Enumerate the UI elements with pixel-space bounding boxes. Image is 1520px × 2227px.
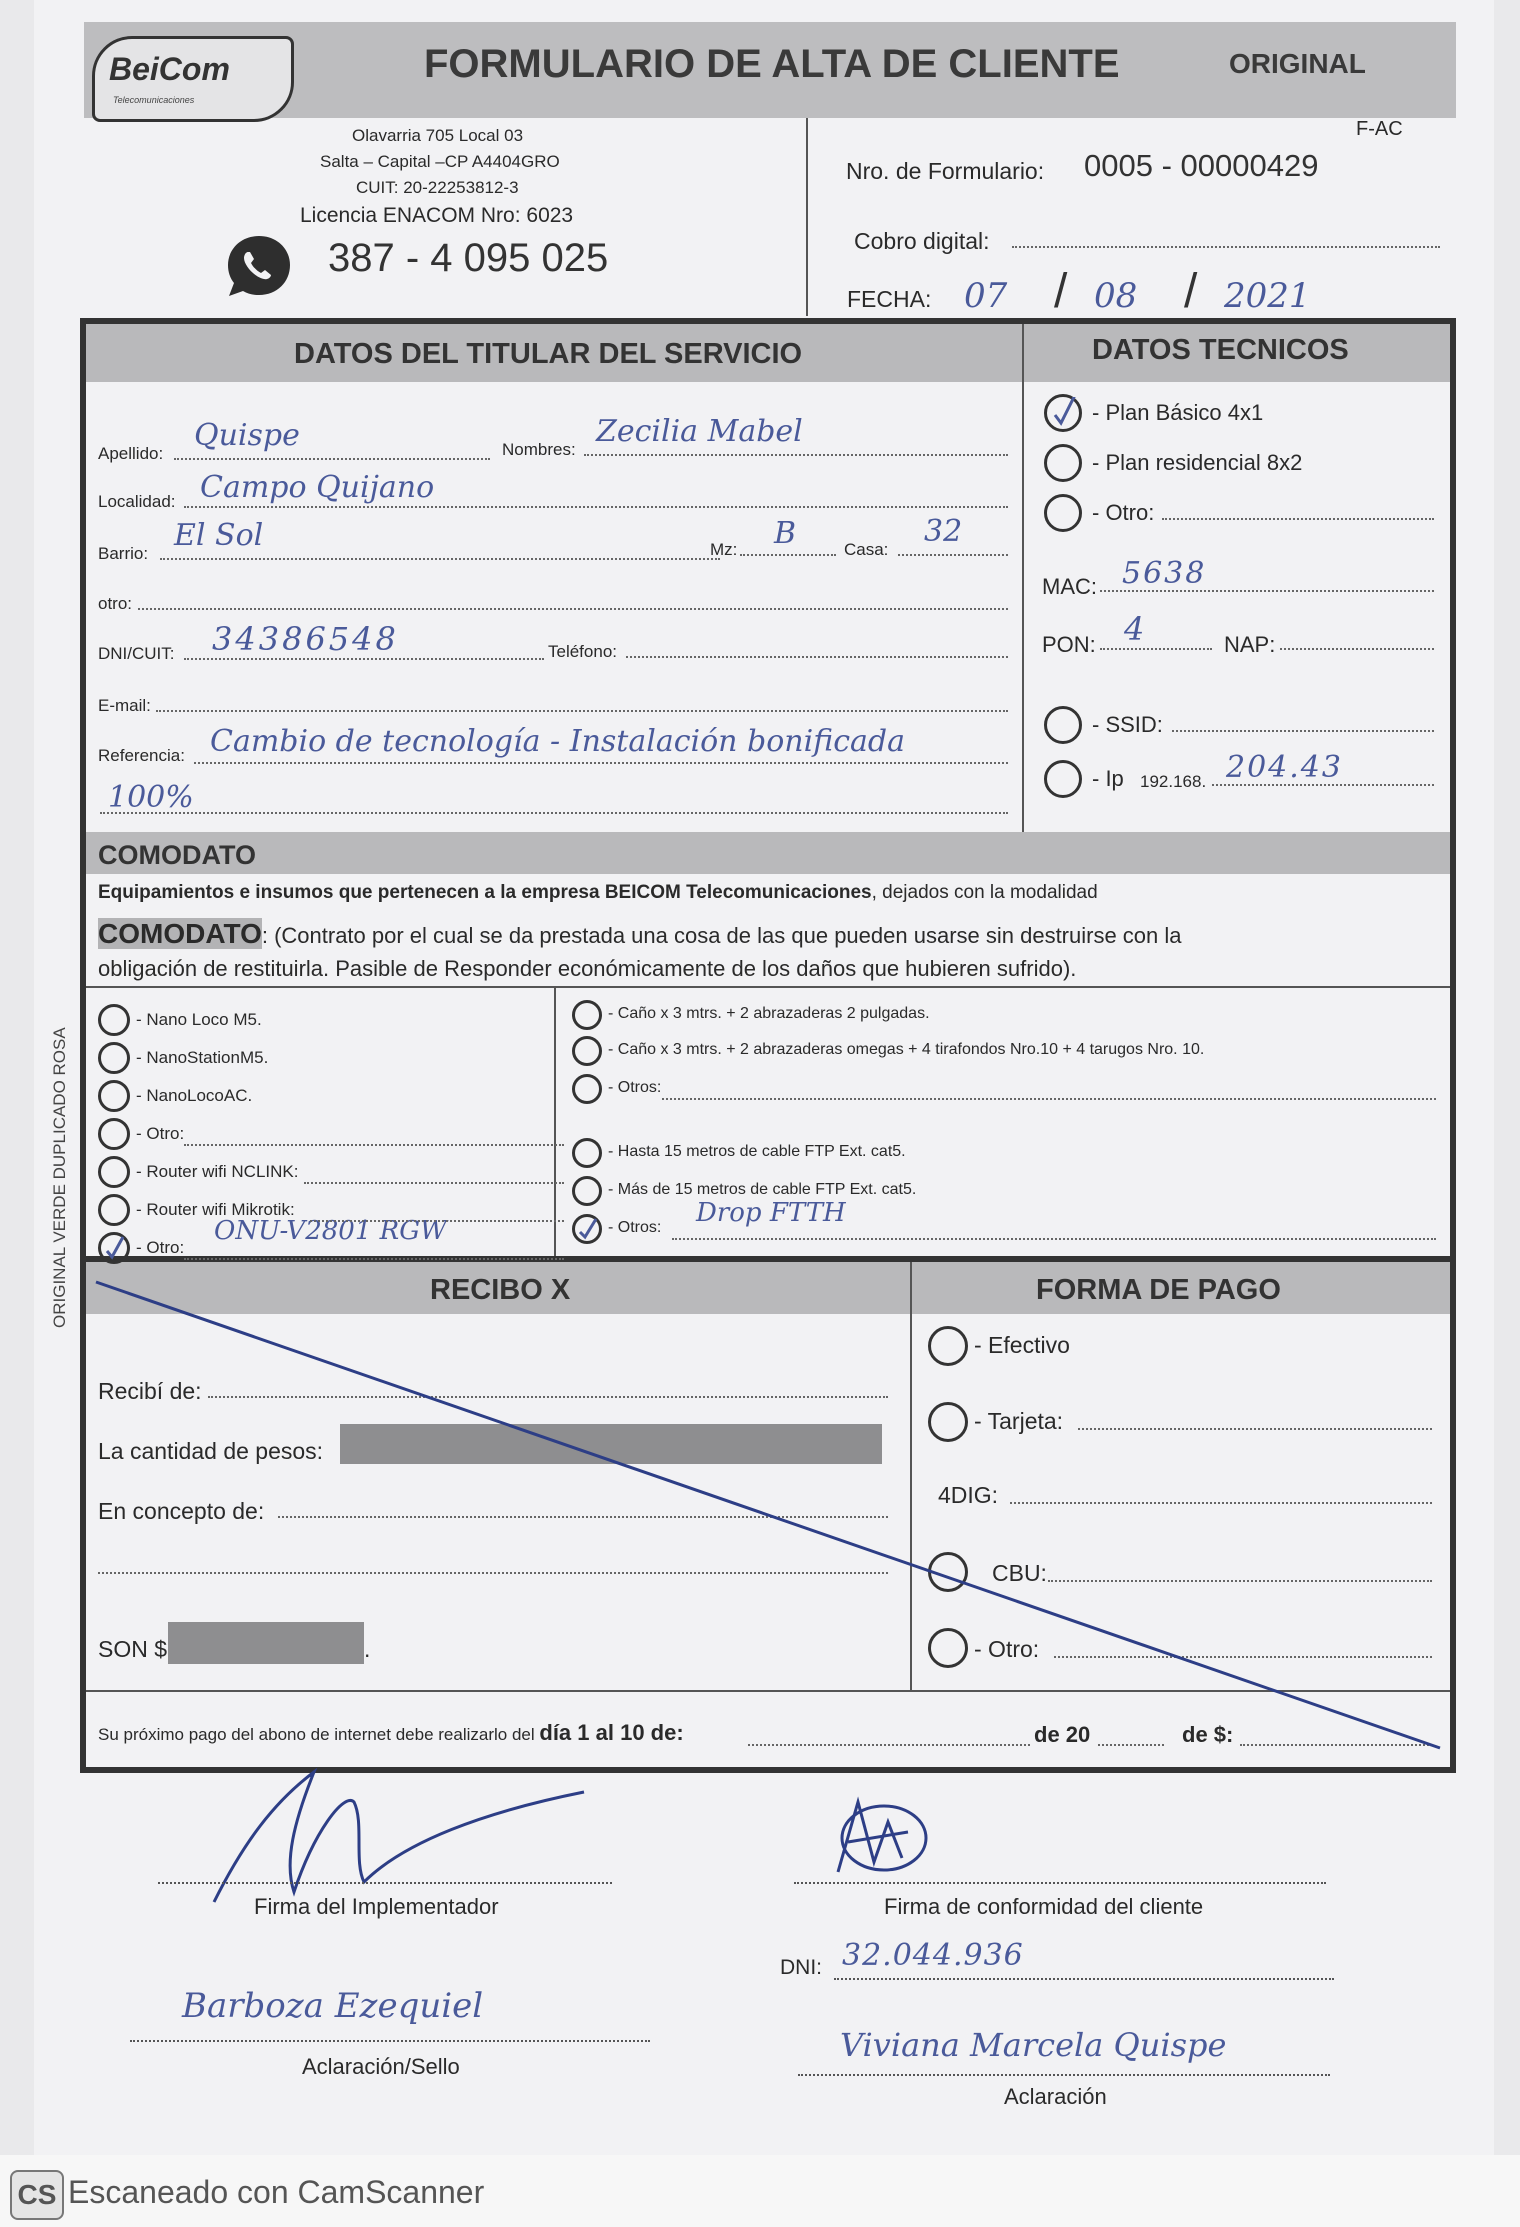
referencia-line <box>194 762 1008 764</box>
dni-line <box>184 658 544 660</box>
recibo-strike-line <box>80 1262 1456 1762</box>
pon-value[interactable]: 4 <box>1124 610 1145 648</box>
ip-prefix: 192.168. <box>1140 772 1207 791</box>
comodato-right-item-line <box>672 1238 1436 1240</box>
comodato-definition1: : (Contrato por el cual se da prestada una cosa de las que pueden usarse sin destruirse con la <box>261 923 1182 948</box>
implementer-signature-label: Firma del Implementador <box>254 1894 499 1919</box>
right-other-value[interactable]: Drop FTTH <box>696 1198 846 1228</box>
casa-line <box>898 554 1008 556</box>
comodato-left-item-label: - Nano Loco M5. <box>136 1010 262 1029</box>
check-icon <box>1047 397 1079 429</box>
mz-line <box>740 554 836 556</box>
referencia-label: Referencia: <box>98 746 185 765</box>
pago-section-title: FORMA DE PAGO <box>1036 1274 1281 1306</box>
aclaracion-sello-label: Aclaración/Sello <box>302 2054 460 2079</box>
comodato-left-item-label: - NanoStationM5. <box>136 1048 269 1067</box>
cantidad-label: La cantidad de pesos: <box>98 1438 324 1464</box>
form-code: F-AC <box>1356 118 1403 140</box>
tecnicos-section-title: DATOS TECNICOS <box>1092 334 1349 366</box>
comodato-right-item-line <box>662 1098 1436 1100</box>
barrio-label: Barrio: <box>98 544 149 563</box>
fecha-sep2: / <box>1184 265 1198 318</box>
ip-value[interactable]: 204.43 <box>1226 750 1343 785</box>
otro-line <box>138 608 1008 610</box>
ssid-label: - SSID: <box>1092 712 1163 737</box>
comodato-left-checkbox[interactable] <box>98 1042 130 1074</box>
aclaracion-label: Aclaración <box>1004 2084 1107 2109</box>
comodato-definition2: obligación de restituirla. Pasible de Responder económicamente de los daños que hubieren sufrido). <box>98 956 1077 981</box>
comodato-left-item-label: - NanoLocoAC. <box>136 1086 253 1105</box>
left-other-value[interactable]: ONU-V2801 RGW <box>214 1216 447 1246</box>
cobro-digital-line <box>1012 246 1440 248</box>
referencia-value2[interactable]: 100% <box>108 780 194 815</box>
aclaracion-line <box>798 2074 1330 2076</box>
comodato-left-item-label: - Otro: <box>136 1124 185 1143</box>
efectivo-label: - Efectivo <box>974 1332 1070 1358</box>
comodato-intro-rest: , dejados con la modalidad <box>871 882 1098 903</box>
client-dni-value[interactable]: 32.044.936 <box>842 1938 1024 1973</box>
telefono-line <box>626 656 1008 658</box>
plan-otro-line <box>1162 518 1434 520</box>
implementer-signature <box>204 1762 604 1912</box>
comodato-left-item-line <box>310 1220 564 1222</box>
comodato-left-item-label: - Router wifi Mikrotik: <box>136 1200 295 1219</box>
ssid-radio[interactable] <box>1044 706 1082 744</box>
comodato-left-checkbox[interactable] <box>98 1156 130 1188</box>
aclaracion-sello-line <box>130 2040 650 2042</box>
apellido-line <box>174 458 490 460</box>
plan-residencial-label: - Plan residencial 8x2 <box>1092 450 1303 475</box>
comodato-right-checkbox[interactable] <box>572 1214 602 1244</box>
comodato-left-item-label: - Router wifi NCLINK: <box>136 1162 299 1181</box>
son-label: SON $ <box>98 1636 168 1662</box>
plan-otro-label: - Otro: <box>1092 500 1155 525</box>
comodato-right-item-label: - Hasta 15 metros de cable FTP Ext. cat5. <box>608 1143 906 1160</box>
casa-value[interactable]: 32 <box>924 514 963 549</box>
company-license: Licencia ENACOM Nro: 6023 <box>300 204 574 227</box>
client-dni-line <box>834 1978 1334 1980</box>
comodato-left-item-line <box>184 1144 564 1146</box>
cbu-label: CBU: <box>992 1560 1047 1586</box>
localidad-label: Localidad: <box>98 492 176 511</box>
comodato-right-item-label: - Caño x 3 mtrs. + 2 abrazaderas omegas + 4 tirafondos Nro.10 + 4 tarugos Nro. 10. <box>608 1041 1205 1058</box>
apellido-label: Apellido: <box>98 444 164 463</box>
fecha-day: 07 <box>964 276 1008 316</box>
company-phone: 387 - 4 095 025 <box>328 236 609 280</box>
camscanner-icon: CS <box>10 2170 64 2220</box>
comodato-right-checkbox[interactable] <box>572 1074 602 1104</box>
mac-value[interactable]: 5638 <box>1122 556 1207 591</box>
recibo-section-title: RECIBO X <box>430 1274 571 1306</box>
comodato-left-checkbox[interactable] <box>98 1080 130 1112</box>
logo-subtext: Telecomunicaciones <box>113 95 195 105</box>
comodato-right-item-label: - Más de 15 metros de cable FTP Ext. cat5. <box>608 1181 917 1198</box>
mac-label: MAC: <box>1042 574 1097 599</box>
barrio-line <box>160 558 720 560</box>
form-number-label: Nro. de Formulario: <box>846 158 1045 184</box>
client-signature <box>818 1792 958 1882</box>
implementer-name[interactable]: Barboza Ezequiel <box>182 1986 484 2026</box>
implementer-signature-line <box>158 1882 612 1884</box>
company-cuit: CUIT: 20-22253812-3 <box>356 178 519 197</box>
email-line <box>156 710 1008 712</box>
email-label: E-mail: <box>98 696 151 715</box>
plan-otro-radio[interactable] <box>1044 494 1082 532</box>
titular-section-title: DATOS DEL TITULAR DEL SERVICIO <box>294 338 803 370</box>
comodato-right-checkbox[interactable] <box>572 1036 602 1066</box>
comodato-left-checkbox[interactable] <box>98 1232 130 1264</box>
comodato-left-item-line <box>304 1182 564 1184</box>
comodato-section-title: COMODATO <box>98 840 256 870</box>
fecha-sep1: / <box>1054 265 1068 318</box>
tarjeta-label: - Tarjeta: <box>974 1408 1064 1434</box>
titular-tecnicos-divider <box>1022 324 1024 832</box>
comodato-definition <box>98 918 1182 950</box>
comodato-col-divider <box>554 986 556 1256</box>
header-divider <box>806 118 808 316</box>
comodato-left-checkbox[interactable] <box>98 1118 130 1150</box>
client-signature-label: Firma de conformidad del cliente <box>884 1894 1204 1919</box>
ip-label: - Ip <box>1092 766 1124 791</box>
comodato-right-checkbox[interactable] <box>572 1176 602 1206</box>
concepto-label: En concepto de: <box>98 1498 265 1524</box>
dni-label: DNI/CUIT: <box>98 644 175 663</box>
mz-label: Mz: <box>710 540 738 559</box>
plan-basico-label: - Plan Básico 4x1 <box>1092 400 1264 425</box>
logo-text: BeiCom <box>109 51 230 87</box>
nombres-line <box>584 454 1008 456</box>
referencia-value[interactable]: Cambio de tecnología - Instalación bonificada <box>210 724 905 759</box>
next-payment-pesos: de $: <box>1182 1722 1234 1747</box>
copy-label: ORIGINAL <box>1229 48 1366 79</box>
comodato-right-item-label: - Caño x 3 mtrs. + 2 abrazaderas 2 pulgadas. <box>608 1005 930 1022</box>
localidad-line <box>184 506 1008 508</box>
recibi-label: Recibí de: <box>98 1378 202 1404</box>
comodato-divider <box>86 986 1450 988</box>
check-icon <box>101 1235 127 1261</box>
nap-label: NAP: <box>1224 632 1276 657</box>
next-payment-text: Su próximo pago del abono de internet debe realizarlo del <box>98 1725 535 1744</box>
barrio-value[interactable]: El Sol <box>174 518 264 553</box>
company-address1: Olavarria 705 Local 03 <box>352 126 524 145</box>
form-title: FORMULARIO DE ALTA DE CLIENTE <box>424 42 1120 86</box>
plan-basico-radio[interactable] <box>1044 394 1082 432</box>
fecha-label: FECHA: <box>847 286 932 312</box>
nombres-label: Nombres: <box>502 440 576 459</box>
client-name[interactable]: Viviana Marcela Quispe <box>840 2026 1227 2064</box>
whatsapp-icon <box>224 232 294 300</box>
form-number-value: 0005 - 00000429 <box>1084 148 1319 183</box>
mz-value[interactable]: B <box>774 516 797 551</box>
comodato-intro <box>98 882 1098 904</box>
camscanner-text: Escaneado con CamScanner <box>68 2174 485 2210</box>
comodato-left-checkbox[interactable] <box>98 1194 130 1226</box>
telefono-label: Teléfono: <box>548 642 617 661</box>
pon-line <box>1100 648 1212 650</box>
client-signature-line <box>794 1882 1326 1884</box>
company-address2: Salta – Capital –CP A4404GRO <box>320 152 560 171</box>
comodato-right-checkbox[interactable] <box>572 1138 602 1168</box>
ssid-line <box>1172 730 1434 732</box>
comodato-header-band <box>86 832 1450 874</box>
localidad-value[interactable]: Campo Quijano <box>200 470 435 505</box>
comodato-right-item-label: - Otros: <box>608 1219 662 1236</box>
check-icon <box>575 1217 599 1241</box>
next-payment-de20: de 20 <box>1034 1722 1091 1747</box>
casa-label: Casa: <box>844 540 889 559</box>
pon-label: PON: <box>1042 632 1096 657</box>
comodato-intro-bold: Equipamientos e insumos que pertenecen a la empresa BEICOM Telecomunicaciones <box>98 882 872 903</box>
nap-line <box>1280 648 1434 650</box>
apellido-value[interactable]: Quispe <box>194 418 300 453</box>
comodato-left-item-line <box>184 1258 564 1260</box>
referencia-line2 <box>100 812 1008 814</box>
son-tail: . <box>364 1636 371 1662</box>
comodato-right-item-label: - Otros: <box>608 1079 662 1096</box>
cobro-digital-label: Cobro digital: <box>854 228 990 254</box>
comodato-word: COMODATO <box>98 918 262 949</box>
plan-residencial-radio[interactable] <box>1044 444 1082 482</box>
ip-radio[interactable] <box>1044 760 1082 798</box>
comodato-left-item-label: - Otro: <box>136 1238 185 1257</box>
client-dni-label: DNI: <box>780 1956 822 1979</box>
pago-otro-label: - Otro: <box>974 1636 1040 1662</box>
comodato-right-checkbox[interactable] <box>572 1000 602 1030</box>
side-copy-note: ORIGINAL VERDE DUPLICADO ROSA <box>50 1027 69 1328</box>
nombres-value[interactable]: Zecilia Mabel <box>596 414 803 449</box>
fecha-month: 08 <box>1094 276 1138 316</box>
company-logo <box>92 36 294 122</box>
next-payment-bold: día 1 al 10 de: <box>539 1720 684 1745</box>
fecha-year: 2021 <box>1224 276 1311 316</box>
comodato-left-checkbox[interactable] <box>98 1004 130 1036</box>
form-paper <box>34 0 1494 2155</box>
dig-label: 4DIG: <box>938 1482 999 1508</box>
otro-label: otro: <box>98 594 133 613</box>
dni-value[interactable]: 34386548 <box>212 620 399 658</box>
